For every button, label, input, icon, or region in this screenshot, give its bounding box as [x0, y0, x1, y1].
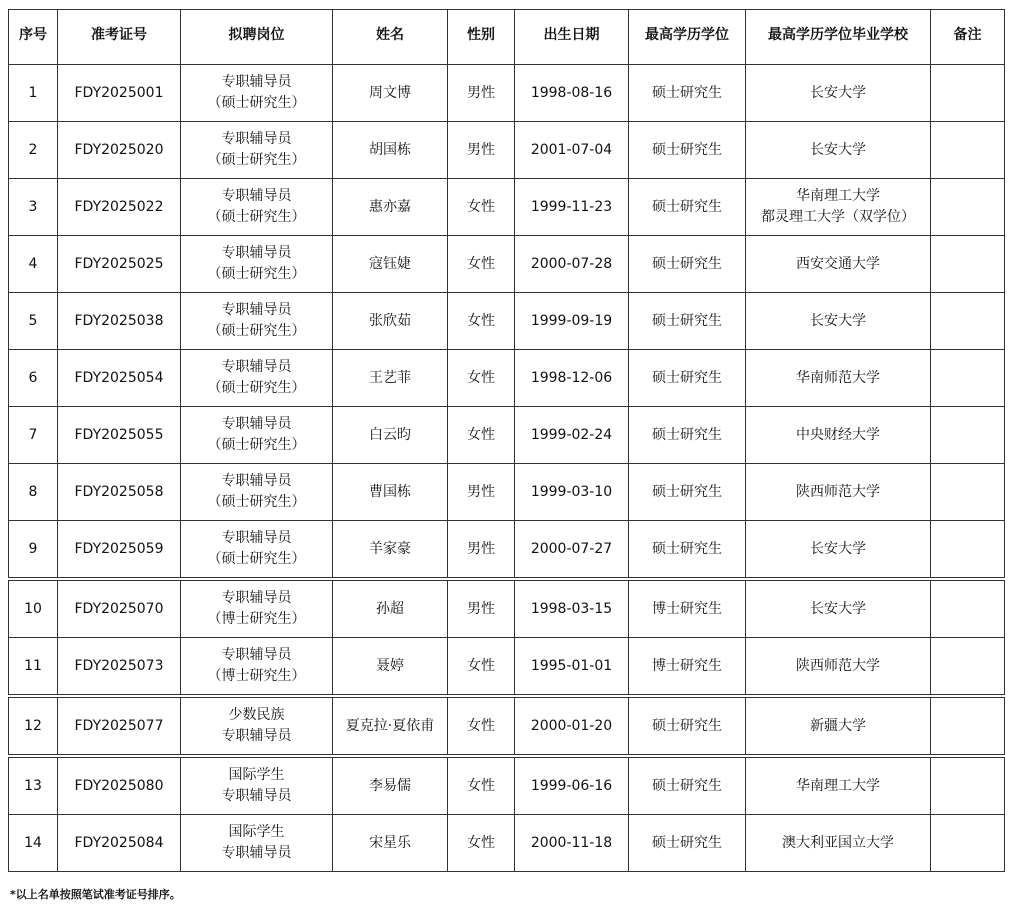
cell-school [746, 579, 931, 638]
table-row [9, 756, 1005, 815]
cell-exam-id: FDY2025070 [58, 579, 181, 638]
cell-position [181, 579, 333, 638]
cell-name: 胡国栋 [333, 122, 448, 179]
roster-container [8, 9, 1004, 872]
cell-birth-date: 1999-02-24 [515, 407, 629, 464]
cell-gender: 女性 [448, 407, 515, 464]
cell-remark [931, 122, 1005, 179]
cell-exam-id: FDY2025054 [58, 350, 181, 407]
cell-seq: 9 [9, 521, 58, 580]
cell-name: 宋星乐 [333, 815, 448, 872]
cell-position-line: 专职辅导员 [221, 416, 292, 432]
header-seq: 序号 [9, 10, 58, 65]
table-row [9, 407, 1005, 464]
cell-remark [931, 179, 1005, 236]
cell-school-line: 中央财经大学 [796, 426, 880, 443]
cell-birth-date: 1998-08-16 [515, 65, 629, 122]
cell-school-line: 新疆大学 [810, 717, 866, 734]
cell-gender: 女性 [448, 350, 515, 407]
cell-degree: 博士研究生 [629, 638, 746, 697]
cell-birth-date: 1999-03-10 [515, 464, 629, 521]
cell-seq: 11 [9, 638, 58, 697]
table-row [9, 236, 1005, 293]
cell-seq: 6 [9, 350, 58, 407]
cell-birth-date: 1999-06-16 [515, 756, 629, 815]
cell-exam-id: FDY2025055 [58, 407, 181, 464]
cell-school-line: 长安大学 [810, 312, 866, 329]
cell-remark [931, 579, 1005, 638]
cell-remark [931, 815, 1005, 872]
cell-seq: 8 [9, 464, 58, 521]
table-row [9, 579, 1005, 638]
cell-position-line: 少数民族 [228, 707, 285, 723]
cell-position-line: （硕士研究生） [207, 95, 306, 111]
cell-name: 王艺菲 [333, 350, 448, 407]
cell-seq: 7 [9, 407, 58, 464]
cell-exam-id: FDY2025001 [58, 65, 181, 122]
header-degree: 最高学历学位 [629, 10, 746, 65]
header-school: 最高学历学位毕业学校 [746, 10, 931, 65]
header-birth-date: 出生日期 [515, 10, 629, 65]
cell-birth-date: 2000-01-20 [515, 696, 629, 756]
cell-position-line: 专职辅导员 [221, 728, 292, 744]
cell-exam-id: FDY2025022 [58, 179, 181, 236]
cell-name: 寇钰婕 [333, 236, 448, 293]
cell-position-line: 专职辅导员 [221, 647, 292, 663]
cell-school-line: 陕西师范大学 [796, 483, 880, 500]
cell-position-line: （博士研究生） [207, 611, 306, 627]
cell-seq: 3 [9, 179, 58, 236]
header-position: 拟聘岗位 [181, 10, 333, 65]
cell-remark [931, 407, 1005, 464]
cell-position-line: 专职辅导员 [221, 473, 292, 489]
cell-birth-date: 1999-11-23 [515, 179, 629, 236]
cell-position-line: 国际学生 [228, 767, 285, 783]
cell-school-line: 澳大利亚国立大学 [782, 834, 894, 851]
cell-gender: 女性 [448, 236, 515, 293]
cell-exam-id: FDY2025077 [58, 696, 181, 756]
cell-gender: 女性 [448, 815, 515, 872]
cell-position-line: （硕士研究生） [207, 323, 306, 339]
cell-position-line: （硕士研究生） [207, 551, 306, 567]
cell-school [746, 179, 931, 236]
cell-degree: 硕士研究生 [629, 815, 746, 872]
cell-position-line: （博士研究生） [207, 668, 306, 684]
cell-school [746, 293, 931, 350]
cell-degree: 硕士研究生 [629, 65, 746, 122]
header-row [9, 10, 1005, 65]
cell-gender: 男性 [448, 521, 515, 580]
cell-school [746, 815, 931, 872]
cell-exam-id: FDY2025058 [58, 464, 181, 521]
cell-remark [931, 521, 1005, 580]
cell-remark [931, 350, 1005, 407]
cell-name: 惠亦嘉 [333, 179, 448, 236]
header-gender: 性别 [448, 10, 515, 65]
cell-exam-id: FDY2025059 [58, 521, 181, 580]
cell-remark [931, 464, 1005, 521]
cell-birth-date: 1999-09-19 [515, 293, 629, 350]
table-row [9, 179, 1005, 236]
cell-name: 聂婷 [333, 638, 448, 697]
cell-birth-date: 2000-11-18 [515, 815, 629, 872]
cell-school-line: 长安大学 [810, 540, 866, 557]
cell-position-line: 专职辅导员 [221, 530, 292, 546]
cell-position-line: （硕士研究生） [207, 266, 306, 282]
cell-school-line: 都灵理工大学（双学位） [761, 209, 915, 225]
table-row [9, 65, 1005, 122]
cell-seq: 13 [9, 756, 58, 815]
cell-degree: 硕士研究生 [629, 350, 746, 407]
cell-name: 李易儒 [333, 756, 448, 815]
table-row [9, 521, 1005, 580]
cell-exam-id: FDY2025080 [58, 756, 181, 815]
cell-school-line: 华南理工大学 [796, 777, 880, 794]
cell-exam-id: FDY2025025 [58, 236, 181, 293]
cell-exam-id: FDY2025084 [58, 815, 181, 872]
cell-remark [931, 696, 1005, 756]
cell-birth-date: 2001-07-04 [515, 122, 629, 179]
cell-position-line: （硕士研究生） [207, 152, 306, 168]
cell-remark [931, 236, 1005, 293]
header-name: 姓名 [333, 10, 448, 65]
cell-degree: 硕士研究生 [629, 464, 746, 521]
cell-degree: 硕士研究生 [629, 696, 746, 756]
cell-name: 张欣茹 [333, 293, 448, 350]
cell-seq: 4 [9, 236, 58, 293]
cell-position [181, 350, 333, 407]
cell-school-line: 华南师范大学 [796, 369, 880, 386]
table-row [9, 350, 1005, 407]
cell-gender: 女性 [448, 293, 515, 350]
cell-position-line: 专职辅导员 [221, 245, 292, 261]
cell-remark [931, 756, 1005, 815]
cell-degree: 硕士研究生 [629, 407, 746, 464]
cell-seq: 14 [9, 815, 58, 872]
cell-position [181, 65, 333, 122]
cell-position [181, 407, 333, 464]
cell-position-line: 专职辅导员 [221, 845, 292, 861]
cell-school [746, 464, 931, 521]
cell-birth-date: 1995-01-01 [515, 638, 629, 697]
cell-position-line: 专职辅导员 [221, 788, 292, 804]
table-body [9, 65, 1005, 872]
header-exam-id: 准考证号 [58, 10, 181, 65]
cell-degree: 博士研究生 [629, 579, 746, 638]
cell-degree: 硕士研究生 [629, 122, 746, 179]
cell-position [181, 815, 333, 872]
cell-position-line: 专职辅导员 [221, 131, 292, 147]
cell-position-line: （硕士研究生） [207, 380, 306, 396]
cell-school [746, 696, 931, 756]
cell-exam-id: FDY2025038 [58, 293, 181, 350]
cell-gender: 男性 [448, 464, 515, 521]
cell-position-line: 专职辅导员 [221, 188, 292, 204]
cell-birth-date: 2000-07-28 [515, 236, 629, 293]
cell-degree: 硕士研究生 [629, 293, 746, 350]
cell-school [746, 350, 931, 407]
cell-degree: 硕士研究生 [629, 756, 746, 815]
cell-position [181, 696, 333, 756]
header-remark: 备注 [931, 10, 1005, 65]
cell-remark [931, 638, 1005, 697]
table-row [9, 638, 1005, 697]
cell-exam-id: FDY2025020 [58, 122, 181, 179]
cell-seq: 2 [9, 122, 58, 179]
cell-school [746, 236, 931, 293]
cell-position-line: 专职辅导员 [221, 74, 292, 90]
cell-name: 白云昀 [333, 407, 448, 464]
cell-position [181, 236, 333, 293]
cell-gender: 女性 [448, 696, 515, 756]
cell-position-line: （硕士研究生） [207, 437, 306, 453]
cell-remark [931, 293, 1005, 350]
cell-name: 周文博 [333, 65, 448, 122]
cell-exam-id: FDY2025073 [58, 638, 181, 697]
cell-gender: 男性 [448, 579, 515, 638]
cell-position [181, 521, 333, 580]
cell-seq: 12 [9, 696, 58, 756]
cell-school-line: 西安交通大学 [796, 255, 880, 272]
table-row [9, 464, 1005, 521]
cell-birth-date: 2000-07-27 [515, 521, 629, 580]
cell-degree: 硕士研究生 [629, 521, 746, 580]
cell-school [746, 756, 931, 815]
cell-name: 夏克拉·夏依甫 [333, 696, 448, 756]
table-row [9, 122, 1005, 179]
cell-gender: 男性 [448, 122, 515, 179]
cell-position [181, 464, 333, 521]
cell-remark [931, 65, 1005, 122]
cell-position-line: （硕士研究生） [207, 209, 306, 225]
cell-gender: 女性 [448, 756, 515, 815]
cell-seq: 5 [9, 293, 58, 350]
cell-position-line: 专职辅导员 [221, 302, 292, 318]
candidate-table [8, 9, 1005, 872]
cell-gender: 男性 [448, 65, 515, 122]
cell-name: 羊家豪 [333, 521, 448, 580]
table-row [9, 815, 1005, 872]
cell-school [746, 521, 931, 580]
cell-school [746, 407, 931, 464]
cell-position [181, 756, 333, 815]
cell-position [181, 179, 333, 236]
table-row [9, 293, 1005, 350]
cell-position-line: （硕士研究生） [207, 494, 306, 510]
cell-birth-date: 1998-12-06 [515, 350, 629, 407]
cell-school-line: 长安大学 [810, 141, 866, 158]
footnote: *以上名单按照笔试准考证号排序。 [10, 888, 181, 901]
cell-seq: 10 [9, 579, 58, 638]
cell-school [746, 638, 931, 697]
table-row [9, 696, 1005, 756]
cell-seq: 1 [9, 65, 58, 122]
cell-name: 曹国栋 [333, 464, 448, 521]
cell-position [181, 293, 333, 350]
cell-gender: 女性 [448, 179, 515, 236]
cell-school [746, 65, 931, 122]
cell-position-line: 专职辅导员 [221, 590, 292, 606]
cell-school-line: 长安大学 [810, 84, 866, 101]
cell-gender: 女性 [448, 638, 515, 697]
cell-position [181, 638, 333, 697]
cell-school-line: 长安大学 [810, 600, 866, 617]
cell-school [746, 122, 931, 179]
cell-school-line: 华南理工大学 [796, 188, 880, 204]
cell-degree: 硕士研究生 [629, 179, 746, 236]
cell-birth-date: 1998-03-15 [515, 579, 629, 638]
cell-degree: 硕士研究生 [629, 236, 746, 293]
cell-position-line: 国际学生 [228, 824, 285, 840]
cell-position-line: 专职辅导员 [221, 359, 292, 375]
cell-school-line: 陕西师范大学 [796, 657, 880, 674]
cell-position [181, 122, 333, 179]
cell-name: 孙超 [333, 579, 448, 638]
